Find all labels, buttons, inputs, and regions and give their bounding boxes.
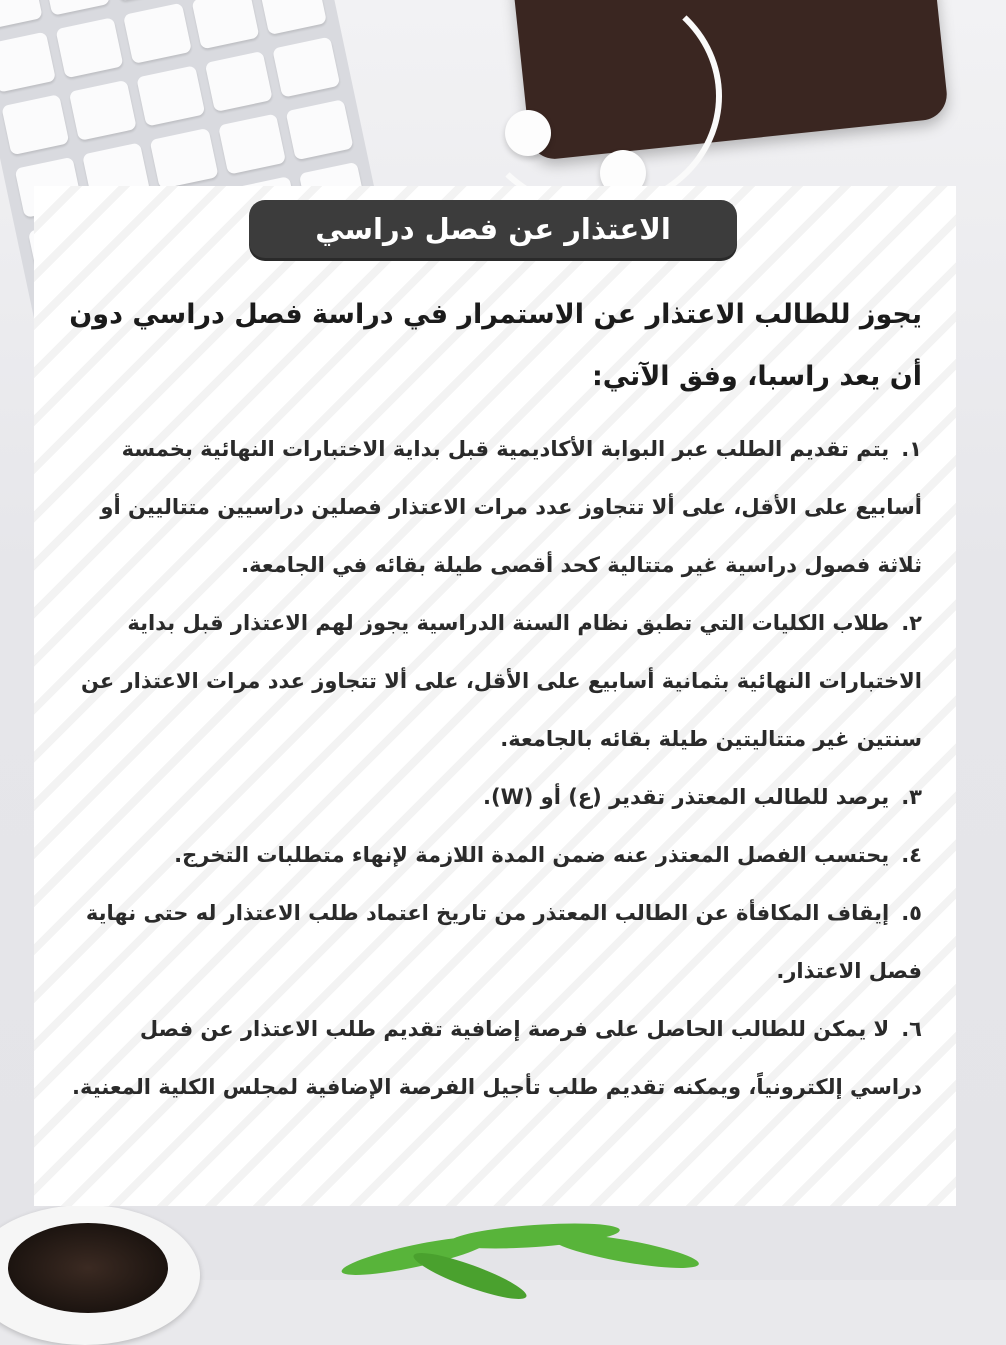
earbud-left [505, 110, 551, 156]
list-item [64, 884, 922, 1000]
plant-image [300, 1205, 720, 1305]
item-text: إيقاف المكافأة عن الطالب المعتذر من تاريخ اعتماد طلب الاعتذار له حتى نهاية فصل الاعتذار. [85, 901, 922, 983]
coffee-cup-image [0, 1205, 200, 1345]
list-item [64, 420, 922, 594]
list-item [64, 594, 922, 768]
item-number: ٥. [901, 901, 922, 925]
item-text: يتم تقديم الطلب عبر البوابة الأكاديمية قبل بداية الاختبارات النهائية بخمسة أسابيع على الأقل، على ألا تتجاوز عدد مرات الاعتذار فصلين دراسيين متتاليين أو ثلاثة فصول دراسية غير متتالية كحد أقصى طيلة بقائه في الجامعة. [100, 437, 922, 577]
item-number: ٦. [901, 1017, 922, 1041]
item-number: ١. [901, 437, 922, 461]
list-item [64, 1000, 922, 1116]
intro-paragraph: يجوز للطالب الاعتذار عن الاستمرار في دراسة فصل دراسي دون أن يعد راسبا، وفق الآتي: [69, 299, 922, 392]
item-number: ٤. [901, 843, 922, 867]
item-number: ٣. [901, 785, 922, 809]
item-text: يحتسب الفصل المعتذر عنه ضمن المدة اللازمة لإنهاء متطلبات التخرج. [174, 843, 890, 867]
item-text: طلاب الكليات التي تطبق نظام السنة الدراسية يجوز لهم الاعتذار قبل بداية الاختبارات النهائية بثمانية أسابيع على الأقل، على ألا تتجاوز عدد مرات الاعتذار عن سنتين غير متتاليتين طيلة بقائه بالجامعة. [81, 611, 922, 751]
list-item [64, 768, 922, 826]
list-item [64, 826, 922, 884]
content-card [34, 186, 956, 1206]
item-text: يرصد للطالب المعتذر تقدير (ع) أو (W). [483, 785, 890, 809]
page-title: الاعتذار عن فصل دراسي [249, 200, 737, 258]
item-number: ٢. [901, 611, 922, 635]
item-text: لا يمكن للطالب الحاصل على فرصة إضافية تقديم طلب الاعتذار عن فصل دراسي إلكترونياً، ويمكنه تقديم طلب تأجيل الفرصة الإضافية لمجلس الكلية المعنية. [72, 1017, 922, 1099]
rules-list [64, 420, 922, 1116]
earphone-cable [470, 0, 722, 212]
